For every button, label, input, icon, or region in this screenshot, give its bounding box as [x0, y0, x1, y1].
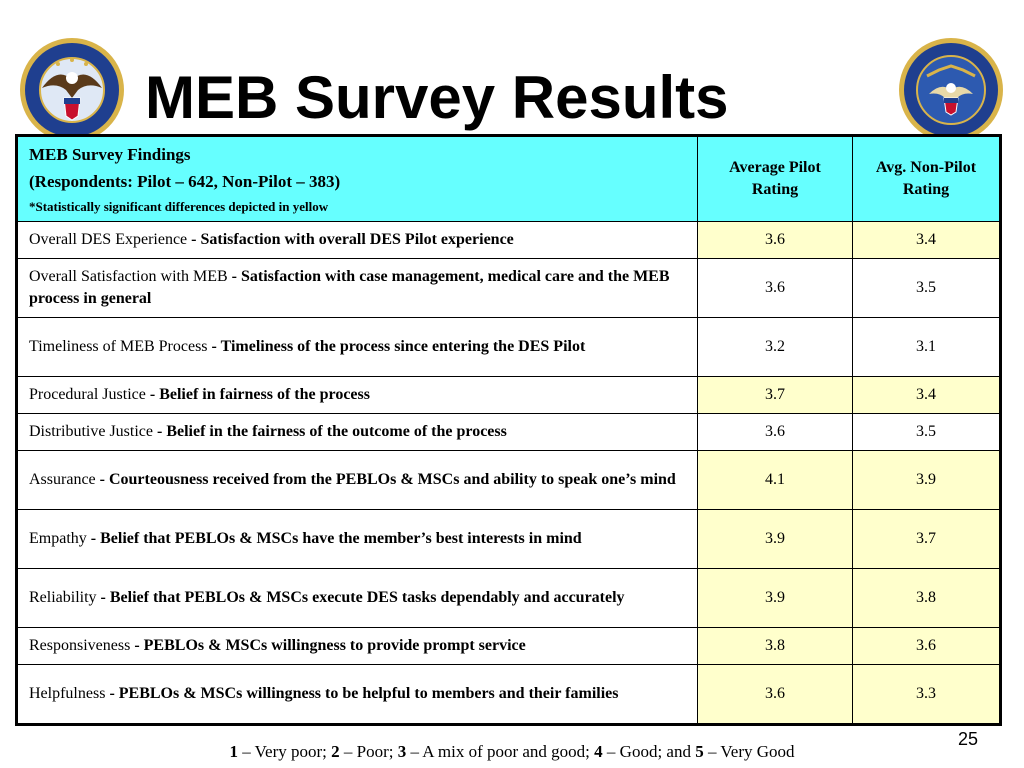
nonpilot-rating: 3.8	[853, 569, 1001, 628]
metric-cell	[17, 451, 698, 510]
metric-name: Overall DES Experience	[29, 231, 188, 248]
rating-scale-legend	[0, 740, 1024, 764]
table-header-row	[17, 136, 1001, 222]
avg-pilot-header: Average Pilot Rating	[698, 136, 853, 222]
metric-cell	[17, 665, 698, 725]
nonpilot-rating: 3.6	[853, 628, 1001, 665]
pilot-rating: 3.6	[698, 222, 853, 259]
pilot-rating: 3.7	[698, 377, 853, 414]
dod-seal-icon	[897, 36, 1005, 144]
metric-description: - Satisfaction with overall DES Pilot experience	[187, 231, 514, 248]
significance-note: *Statistically significant differences depicted in yellow	[29, 199, 329, 214]
metric-name: Responsiveness	[29, 637, 131, 654]
metric-cell	[17, 222, 698, 259]
survey-results-table	[15, 134, 1002, 726]
nonpilot-rating: 3.4	[853, 377, 1001, 414]
metric-cell	[17, 259, 698, 318]
metric-description: - Satisfaction with case management, medical care and the MEB process in general	[29, 268, 670, 307]
metric-description: - Courteousness received from the PEBLOs & MSCs and ability to speak one’s mind	[95, 471, 676, 488]
table-row	[17, 510, 1001, 569]
metric-description: - Belief in the fairness of the outcome of the process	[152, 423, 507, 440]
nonpilot-rating: 3.7	[853, 510, 1001, 569]
table-row	[17, 665, 1001, 725]
table-row	[17, 318, 1001, 377]
scale-label: – A mix of poor and good;	[406, 742, 595, 761]
table-row	[17, 222, 1001, 259]
metric-cell	[17, 569, 698, 628]
metric-name: Empathy	[29, 530, 87, 547]
scale-value: 5	[695, 742, 704, 761]
metric-name: Distributive Justice	[29, 423, 153, 440]
pilot-rating: 3.2	[698, 318, 853, 377]
table-row	[17, 451, 1001, 510]
metric-name: Assurance	[29, 471, 96, 488]
nonpilot-rating: 3.4	[853, 222, 1001, 259]
page-number: 25	[957, 729, 978, 749]
metric-name: Reliability	[29, 589, 97, 606]
avg-nonpilot-header: Avg. Non-Pilot Rating	[853, 136, 1001, 222]
findings-header	[17, 136, 698, 222]
pilot-rating: 4.1	[698, 451, 853, 510]
metric-name: Overall Satisfaction with MEB	[29, 268, 228, 285]
scale-label: – Very poor;	[237, 742, 332, 761]
table-row	[17, 259, 1001, 318]
slide-title: MEB Survey Results	[145, 64, 729, 131]
metric-cell	[17, 377, 698, 414]
nonpilot-rating: 3.1	[853, 318, 1001, 377]
metric-cell	[17, 628, 698, 665]
nonpilot-rating: 3.5	[853, 259, 1001, 318]
nonpilot-rating: 3.9	[853, 451, 1001, 510]
scale-value: 3	[397, 742, 407, 761]
pilot-rating: 3.9	[698, 510, 853, 569]
respondents-count: (Respondents: Pilot – 642, Non-Pilot – 383)	[29, 172, 341, 191]
table-row	[17, 377, 1001, 414]
scale-value: 4	[594, 742, 603, 761]
table-row	[17, 414, 1001, 451]
metric-name: Helpfulness	[29, 685, 106, 702]
metric-name: Timeliness of MEB Process	[29, 338, 208, 355]
metric-description: - Belief that PEBLOs & MSCs execute DES tasks dependably and accurately	[96, 589, 625, 606]
metric-name: Procedural Justice	[29, 386, 146, 403]
scale-value: 2	[331, 742, 340, 761]
table-row	[17, 628, 1001, 665]
nonpilot-rating: 3.3	[853, 665, 1001, 725]
scale-label: – Good; and	[602, 742, 696, 761]
metric-description: - Belief that PEBLOs & MSCs have the member’s best interests in mind	[86, 530, 582, 547]
pilot-rating: 3.6	[698, 665, 853, 725]
metric-cell	[17, 510, 698, 569]
pilot-rating: 3.6	[698, 414, 853, 451]
nonpilot-rating: 3.5	[853, 414, 1001, 451]
metric-description: - PEBLOs & MSCs willingness to provide prompt service	[130, 637, 526, 654]
metric-cell	[17, 318, 698, 377]
metric-description: - PEBLOs & MSCs willingness to be helpful to members and their families	[105, 685, 619, 702]
pilot-rating: 3.9	[698, 569, 853, 628]
pilot-rating: 3.6	[698, 259, 853, 318]
metric-description: - Belief in fairness of the process	[145, 386, 370, 403]
findings-header-title: MEB Survey Findings	[29, 145, 191, 164]
scale-value: 1	[229, 742, 238, 761]
scale-label: – Poor;	[339, 742, 398, 761]
scale-label: – Very Good	[703, 742, 795, 761]
metric-cell	[17, 414, 698, 451]
metric-description: - Timeliness of the process since entering the DES Pilot	[207, 338, 586, 355]
table-row	[17, 569, 1001, 628]
va-seal-icon	[18, 36, 126, 144]
pilot-rating: 3.8	[698, 628, 853, 665]
